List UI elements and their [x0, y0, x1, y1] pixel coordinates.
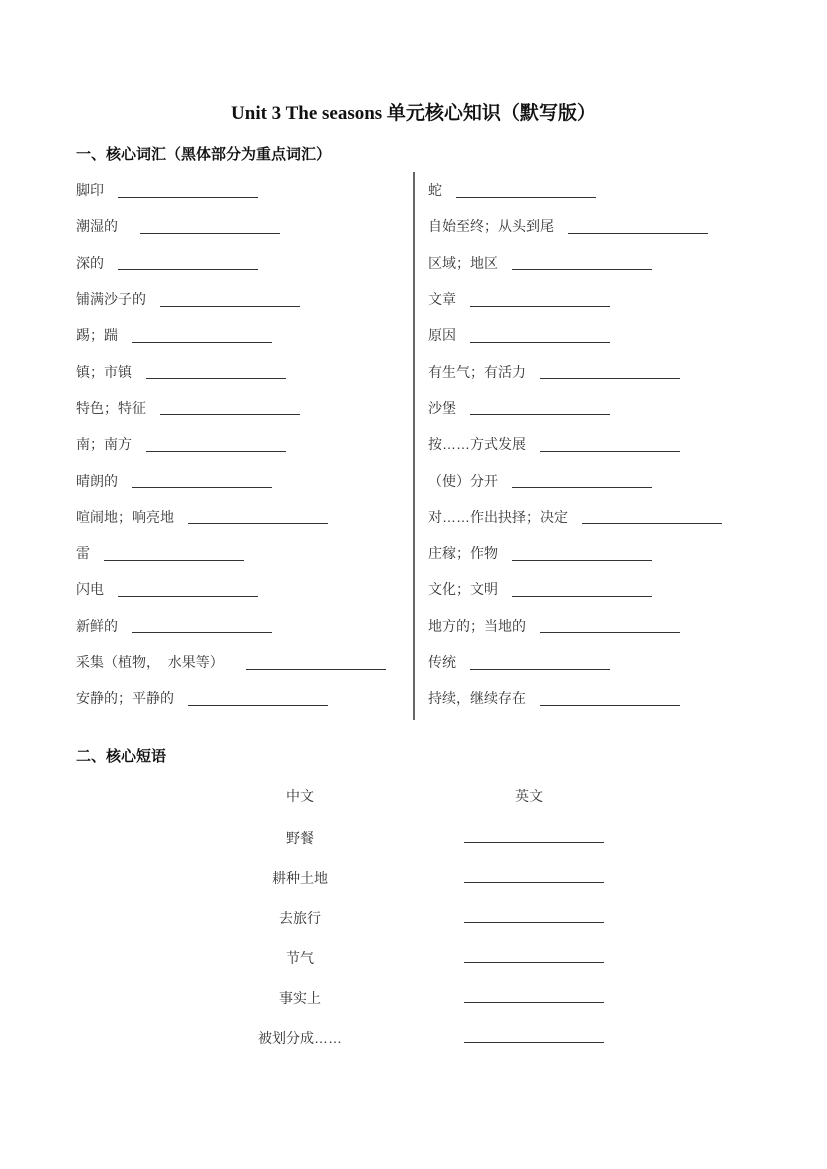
answer-blank[interactable]	[540, 364, 680, 379]
vocab-item	[76, 499, 386, 535]
vocabulary-table	[76, 172, 756, 720]
vocab-cn: 原因	[428, 327, 456, 344]
answer-blank[interactable]	[464, 842, 604, 843]
vocab-item	[428, 208, 722, 244]
vocab-cn: 传统	[428, 654, 456, 670]
vocab-item	[428, 426, 722, 462]
phrase-row	[200, 906, 680, 946]
answer-blank[interactable]	[140, 219, 280, 234]
answer-blank[interactable]	[470, 655, 610, 670]
phrases-table	[200, 826, 680, 1066]
vocab-item	[76, 644, 386, 680]
answer-blank[interactable]	[132, 618, 272, 633]
vocab-item	[76, 208, 386, 244]
vocab-item	[76, 426, 386, 462]
answer-blank[interactable]	[512, 546, 652, 561]
vocab-cn: 晴朗的	[76, 472, 118, 489]
vocab-item	[428, 499, 722, 535]
answer-blank[interactable]	[540, 437, 680, 452]
answer-blank[interactable]	[582, 509, 722, 524]
phrase-cn: 耕种土地	[272, 870, 328, 886]
answer-blank[interactable]	[464, 922, 604, 923]
vocab-cn: 雷	[76, 545, 90, 562]
phrases-column-header-english: 英文	[515, 788, 543, 804]
phrase-row	[200, 1026, 680, 1066]
answer-blank[interactable]	[104, 546, 244, 561]
vocab-cn: 蛇	[428, 182, 442, 199]
answer-blank[interactable]	[470, 400, 610, 415]
vocab-item	[76, 462, 386, 498]
answer-blank[interactable]	[188, 691, 328, 706]
phrase-cn: 野餐	[286, 830, 314, 846]
vocab-item	[428, 644, 722, 680]
vocab-cn: 南；南方	[76, 436, 132, 453]
vocab-cn: 区域；地区	[428, 254, 498, 271]
answer-blank[interactable]	[464, 1042, 604, 1043]
answer-blank[interactable]	[512, 473, 652, 488]
vocab-item	[76, 608, 386, 644]
vocabulary-right-column	[428, 172, 722, 716]
answer-blank[interactable]	[540, 691, 680, 706]
vocab-cn: 潮湿的	[76, 218, 118, 235]
answer-blank[interactable]	[160, 292, 300, 307]
vocab-item	[428, 317, 722, 353]
phrase-cn: 去旅行	[279, 910, 321, 926]
vocab-item	[76, 680, 386, 716]
answer-blank[interactable]	[246, 655, 386, 670]
vocab-cn: 镇；市镇	[76, 363, 132, 380]
answer-blank[interactable]	[540, 618, 680, 633]
vocab-item	[76, 571, 386, 607]
vocab-cn: 深的	[76, 254, 104, 271]
answer-blank[interactable]	[456, 183, 596, 198]
vocab-cn: 文章	[428, 291, 456, 308]
phrase-row	[200, 826, 680, 866]
vocab-item	[428, 462, 722, 498]
phrase-row	[200, 946, 680, 986]
answer-blank[interactable]	[464, 962, 604, 963]
answer-blank[interactable]	[464, 882, 604, 883]
vocab-item	[428, 608, 722, 644]
answer-blank[interactable]	[132, 328, 272, 343]
answer-blank[interactable]	[146, 437, 286, 452]
answer-blank[interactable]	[146, 364, 286, 379]
answer-blank[interactable]	[160, 400, 300, 415]
vocab-cn: 踢；踹	[76, 327, 118, 344]
answer-blank[interactable]	[464, 1002, 604, 1003]
vocab-cn: 对……作出抉择；决定	[428, 508, 568, 525]
vocab-cn: 沙堡	[428, 399, 456, 416]
vocab-cn: 自始至终；从头到尾	[428, 218, 554, 235]
answer-blank[interactable]	[568, 219, 708, 234]
answer-blank[interactable]	[512, 582, 652, 597]
answer-blank[interactable]	[512, 255, 652, 270]
vocab-item	[76, 281, 386, 317]
answer-blank[interactable]	[188, 509, 328, 524]
vocab-item	[428, 353, 722, 389]
column-divider	[413, 172, 415, 720]
vocab-cn: 新鲜的	[76, 617, 118, 634]
vocab-item	[76, 353, 386, 389]
vocab-cn: 有生气；有活力	[428, 363, 526, 380]
vocab-item	[76, 245, 386, 281]
vocab-item	[428, 172, 722, 208]
section-vocabulary-heading: 一、核心词汇（黑体部分为重点词汇）	[76, 146, 332, 163]
vocab-cn: 按……方式发展	[428, 436, 526, 453]
vocab-cn: 脚印	[76, 182, 104, 199]
vocab-cn: 特色；特征	[76, 399, 146, 416]
phrase-row	[200, 866, 680, 906]
vocab-cn: 闪电	[76, 581, 104, 598]
vocab-cn: 文化；文明	[428, 581, 498, 598]
vocab-item	[428, 281, 722, 317]
phrases-column-header-chinese: 中文	[286, 788, 314, 804]
vocab-cn: 采集（植物， 水果等）	[76, 654, 224, 670]
answer-blank[interactable]	[470, 328, 610, 343]
page-title: Unit 3 The seasons 单元核心知识（默写版）	[231, 103, 596, 124]
answer-blank[interactable]	[118, 255, 258, 270]
phrase-cn: 被划分成……	[258, 1030, 342, 1046]
vocabulary-left-column	[76, 172, 386, 716]
section-phrases-heading: 二、核心短语	[76, 748, 167, 765]
answer-blank[interactable]	[132, 473, 272, 488]
vocab-item	[76, 535, 386, 571]
vocab-cn: 地方的；当地的	[428, 617, 526, 634]
vocab-item	[76, 172, 386, 208]
phrase-cn: 节气	[286, 950, 314, 966]
vocab-cn: 铺满沙子的	[76, 291, 146, 308]
answer-blank[interactable]	[118, 183, 258, 198]
answer-blank[interactable]	[118, 582, 258, 597]
vocab-cn: 持续，继续存在	[428, 690, 526, 707]
vocab-cn: 庄稼；作物	[428, 545, 498, 562]
vocab-cn: 安静的；平静的	[76, 690, 174, 707]
vocab-item	[76, 317, 386, 353]
vocab-item	[428, 245, 722, 281]
phrase-cn: 事实上	[279, 990, 321, 1006]
vocab-item	[428, 680, 722, 716]
answer-blank[interactable]	[470, 292, 610, 307]
phrase-row	[200, 986, 680, 1026]
vocab-item	[76, 390, 386, 426]
vocab-item	[428, 535, 722, 571]
vocab-item	[428, 390, 722, 426]
vocab-item	[428, 571, 722, 607]
vocab-cn: （使）分开	[428, 472, 498, 489]
vocab-cn: 喧闹地；响亮地	[76, 508, 174, 525]
